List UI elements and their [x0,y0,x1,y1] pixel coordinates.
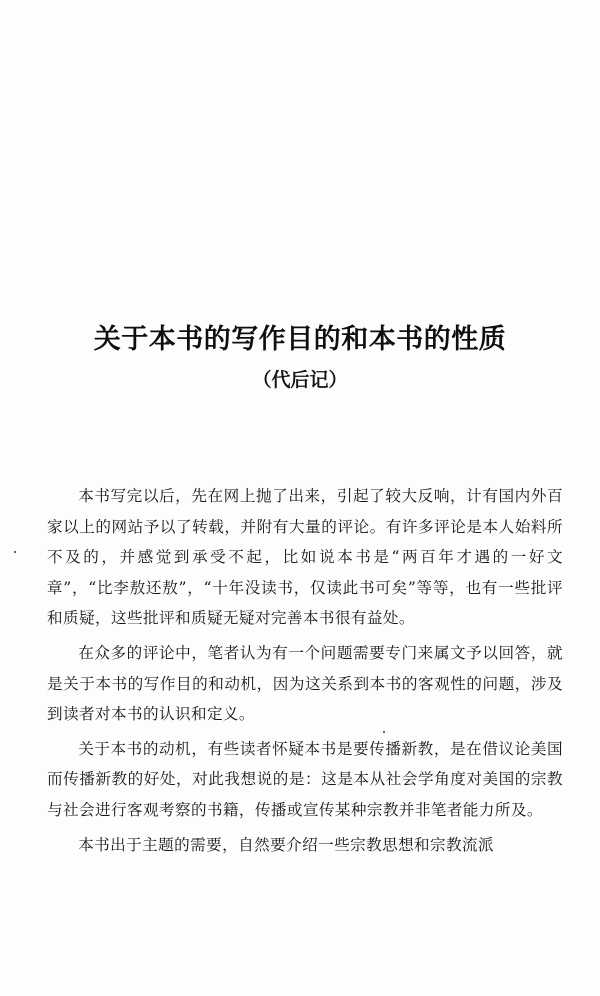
paragraph-3: 关于本书的动机，有些读者怀疑本书是要传播新教，是在借议论美国而传播新教的好处，对此我想说的是：这是本从社会学角度对美国的宗教与社会进行客观考察的书籍，传播或宣传某种宗教并非笔者能力所及。 [47,739,563,819]
paragraph-4: 本书出于主题的需要，自然要介绍一些宗教思想和宗教流派 [78,835,495,854]
body-text [47,481,563,864]
scan-speck [14,551,16,553]
page-title: 关于本书的写作目的和本书的性质 [93,324,507,355]
page-subtitle: （代后记） [252,369,348,391]
scan-speck [383,731,385,733]
paragraph-2: 在众多的评论中，笔者认为有一个问题需要专门来属文予以回答，就是关于本书的写作目的和动机，因为这关系到本书的客观性的问题，涉及到读者对本书的认识和定义。 [47,643,563,724]
paragraph-1: 本书写完以后，先在网上抛了出来，引起了较大反响，计有国内外百家以上的网站予以了转载，并附有大量的评论。有许多评论是本人始料所不及的，并感觉到承受不起，比如说本书是“两百年才遇的一好文章”，“比李敖还敖”，“十年没读书，仅读此书可矣”等等，也有一些批评和质疑，这些批评和质疑无疑对完善本书很有益处。 [47,487,563,628]
